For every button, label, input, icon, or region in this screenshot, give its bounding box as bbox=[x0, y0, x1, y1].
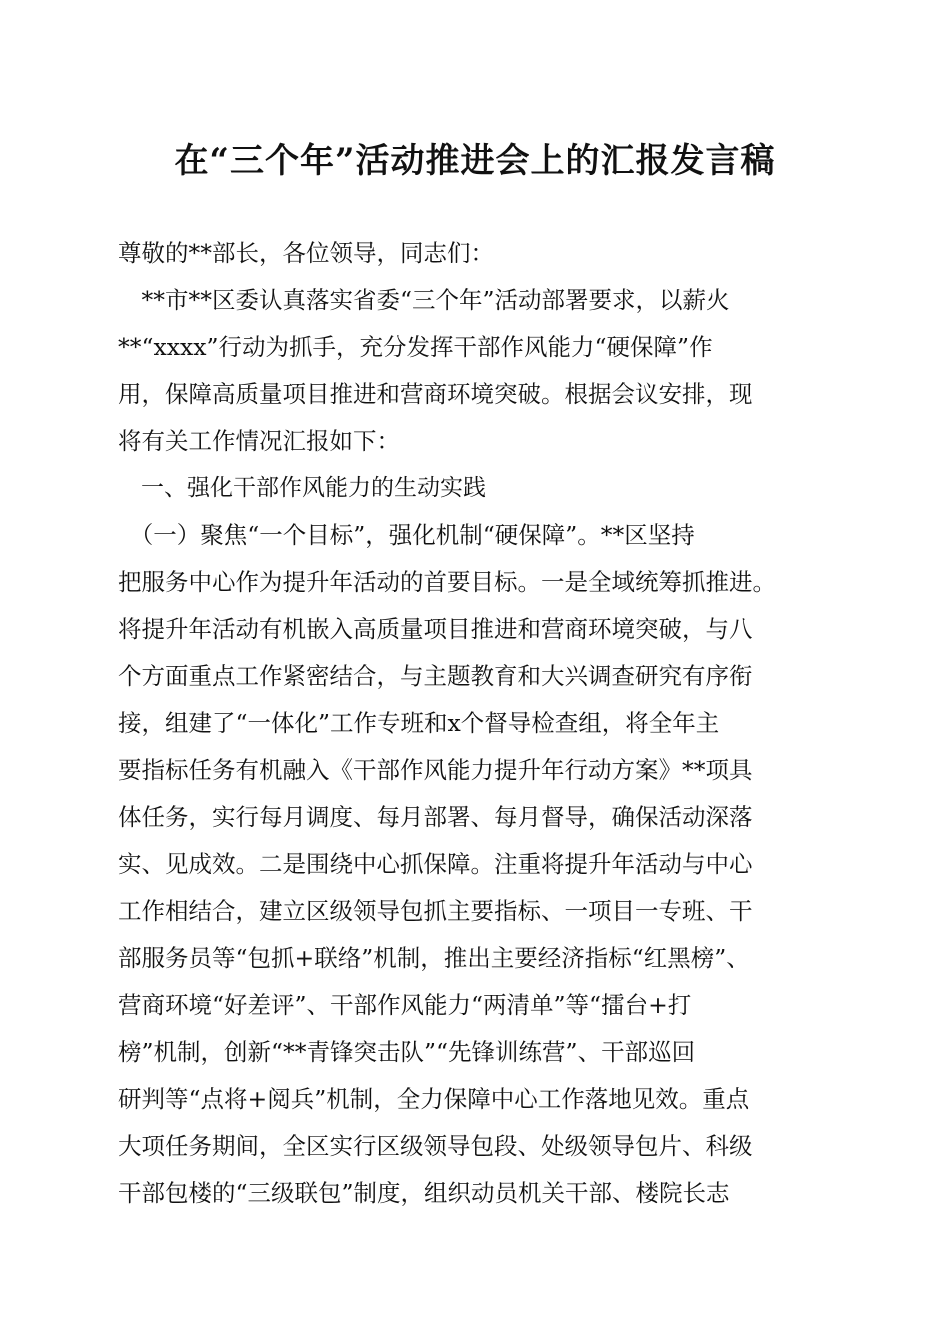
paragraph-line: 体任务，实行每月调度、每月部署、每月督导，确保活动深落 bbox=[118, 803, 753, 831]
paragraph-line: 把服务中心作为提升年活动的首要目标。一是全域统筹抓推进。 bbox=[118, 568, 776, 596]
paragraph-line: 研判等“点将+阅兵”机制，全力保障中心工作落地见效。重点 bbox=[118, 1085, 750, 1113]
paragraph-line: **“xxxx”行动为抓手，充分发挥干部作风能力“硬保障”作 bbox=[118, 333, 713, 361]
section-heading: 一、强化干部作风能力的生动实践 bbox=[118, 475, 486, 501]
paragraph-line: （一）聚焦“一个目标”，强化机制“硬保障”。**区坚持 bbox=[118, 521, 695, 549]
paragraph-line: 营商环境“好差评”、干部作风能力“两清单”等“擂台+打 bbox=[118, 991, 692, 1019]
paragraph-line: 实、见成效。二是围绕中心抓保障。注重将提升年活动与中心 bbox=[118, 850, 753, 878]
paragraph-line: 个方面重点工作紧密结合，与主题教育和大兴调查研究有序衔 bbox=[118, 662, 753, 690]
paragraph-line: 大项任务期间，全区实行区级领导包段、处级领导包片、科级 bbox=[118, 1132, 753, 1160]
paragraph-line: 部服务员等“包抓+联络”机制，推出主要经济指标“红黑榜”、 bbox=[118, 944, 750, 972]
paragraph-line: 将有关工作情况汇报如下： bbox=[118, 427, 400, 455]
document-title: 在“三个年”活动推进会上的汇报发言稿 bbox=[174, 141, 776, 181]
paragraph-line: 干部包楼的“三级联包”制度，组织动员机关干部、楼院长志 bbox=[118, 1179, 730, 1207]
paragraph-line: 要指标任务有机融入《干部作风能力提升年行动方案》**项具 bbox=[118, 756, 753, 784]
paragraph-line: 榜”机制，创新“**青锋突击队”“先锋训练营”、干部巡回 bbox=[118, 1038, 696, 1066]
salutation-line: 尊敬的**部长，各位领导，同志们： bbox=[118, 239, 494, 267]
paragraph-line: **市**区委认真落实省委“三个年”活动部署要求，以薪火 bbox=[118, 286, 730, 314]
paragraph-line: 用，保障高质量项目推进和营商环境突破。根据会议安排，现 bbox=[118, 380, 753, 408]
paragraph-line: 工作相结合，建立区级领导包抓主要指标、一项目一专班、干 bbox=[118, 897, 753, 925]
paragraph-line: 接，组建了“一体化”工作专班和x个督导检查组，将全年主 bbox=[118, 709, 720, 737]
paragraph-line: 将提升年活动有机嵌入高质量项目推进和营商环境突破，与八 bbox=[118, 615, 753, 643]
